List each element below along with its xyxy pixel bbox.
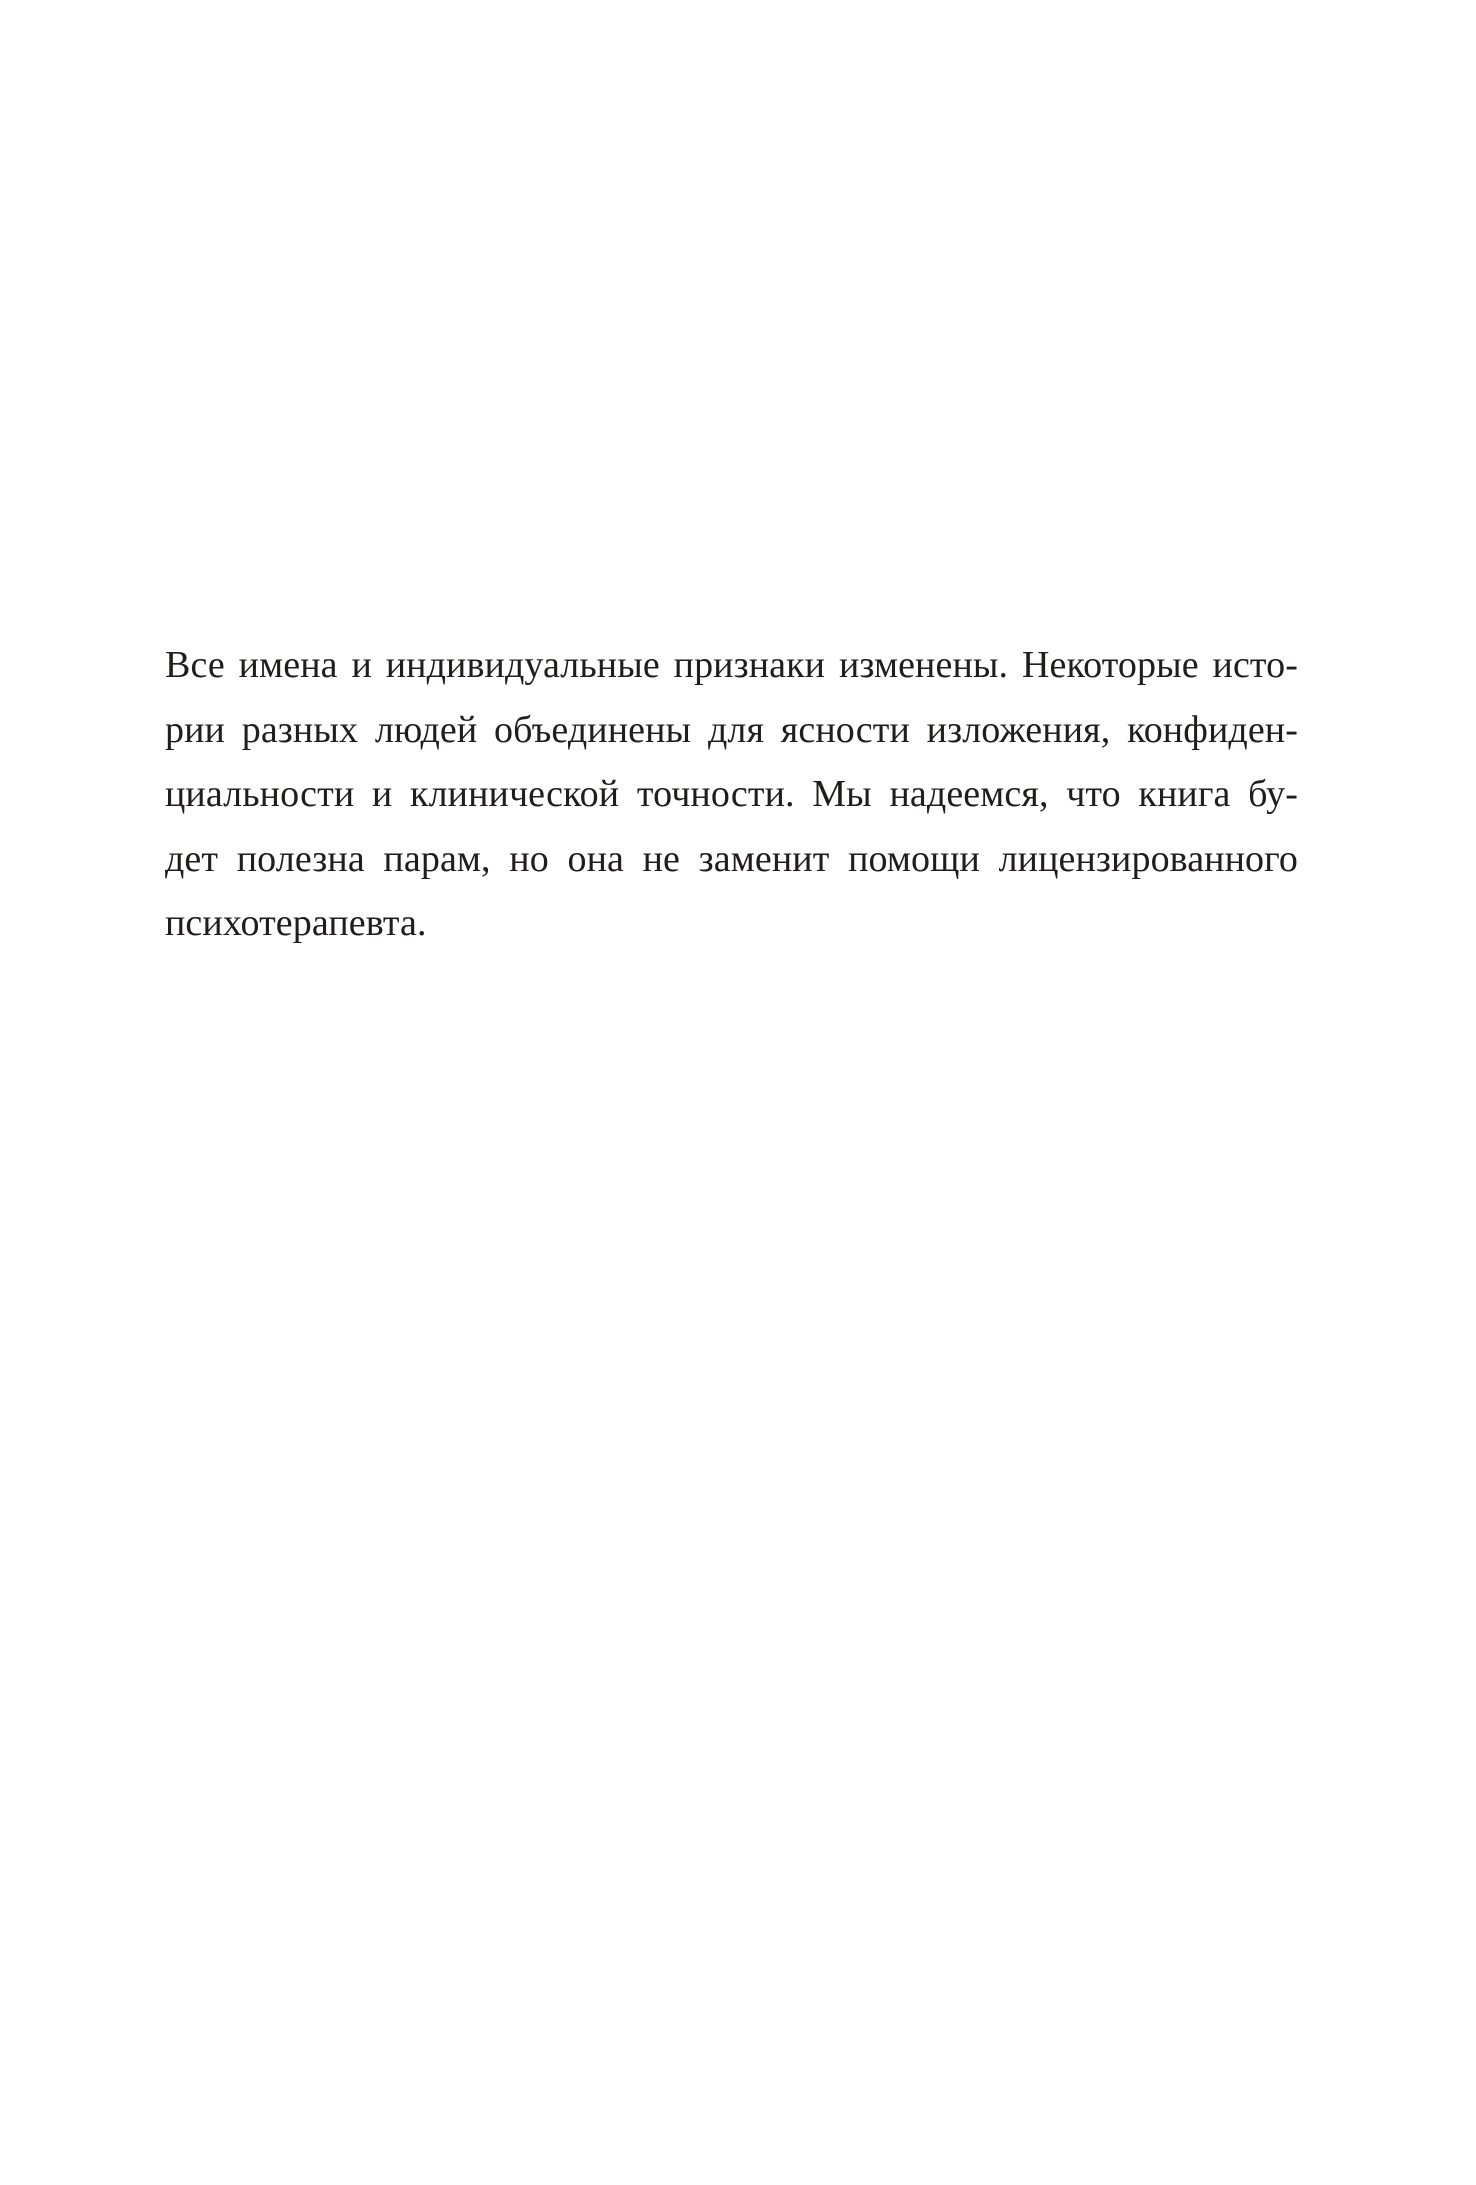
text-line: циальности и клинической точности. Мы надеемся, что книга бу-	[165, 773, 1298, 815]
disclaimer-paragraph	[165, 633, 1298, 956]
text-line: Все имена и индивидуальные признаки изменены. Некоторые исто-	[165, 644, 1298, 686]
text-line: психотерапевта.	[165, 902, 427, 944]
text-line: рии разных людей объединены для ясности изложения, конфиден-	[165, 708, 1298, 751]
text-line: дет полезна парам, но она не заменит помощи лицензированного	[165, 837, 1298, 880]
